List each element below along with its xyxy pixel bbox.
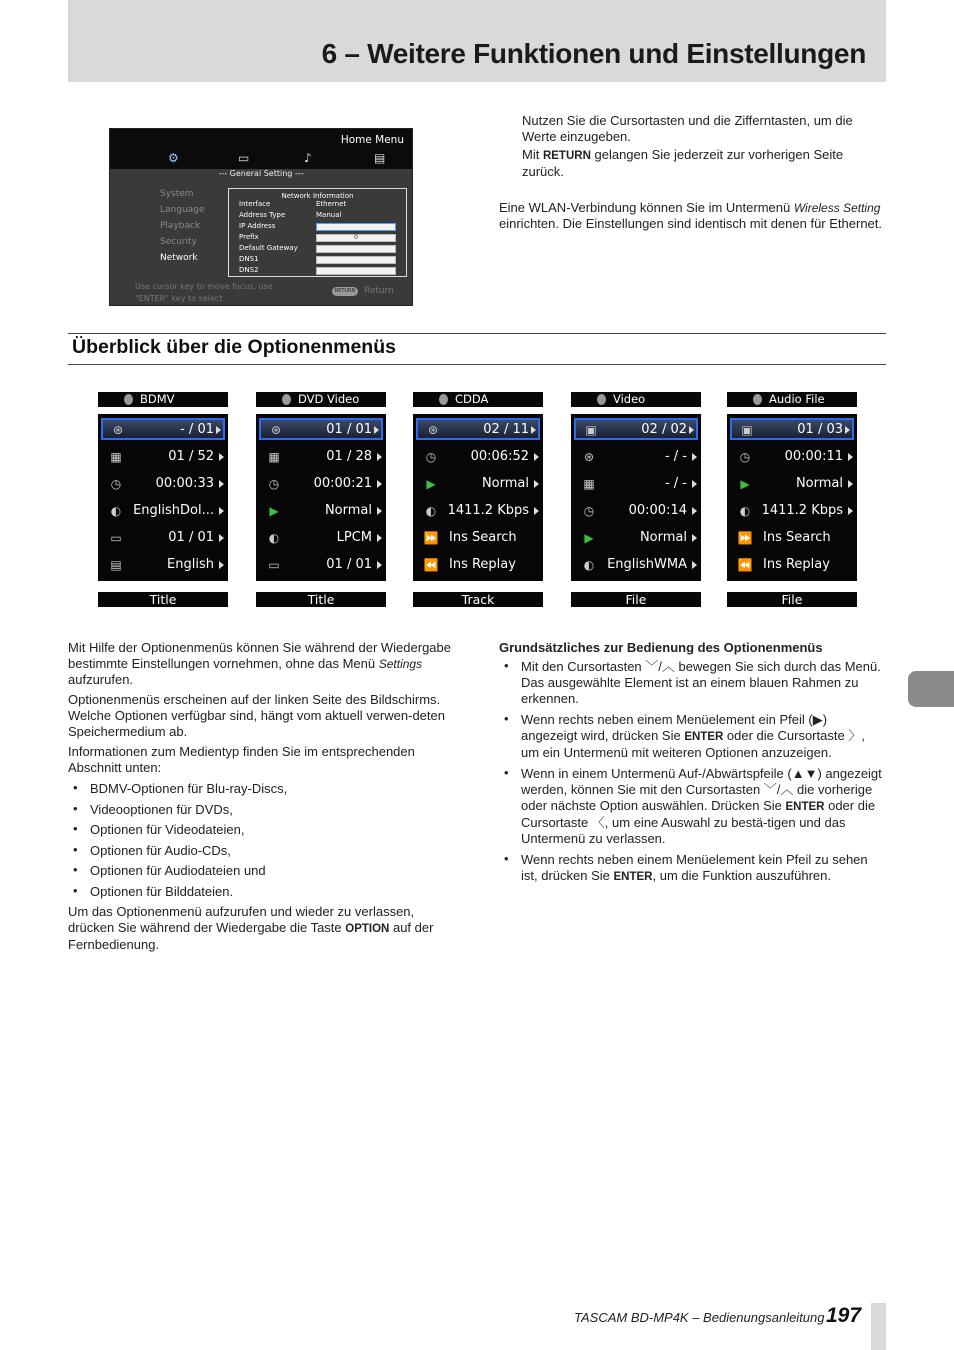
option-value: 02 / 11 [483,422,529,437]
option-value: Normal [639,530,687,545]
right-col-heading: Grundsätzliches zur Bedienung des Optionenmenüs [499,640,823,655]
option-row[interactable] [727,525,857,552]
home-menu-hint [135,281,273,305]
submenu-arrow-icon [534,453,539,461]
option-icon: ▭ [110,531,122,545]
panel-body [571,414,701,581]
option-icon: ⏪ [423,558,439,572]
label-dns1: DNS1 [239,255,259,263]
label-ip-address: IP Address [239,222,276,230]
option-value: EnglishDol... [133,503,214,518]
option-icon: ▣ [741,423,753,437]
submenu-arrow-icon [848,453,853,461]
option-value: 1411.2 Kbps [447,503,529,518]
page-number: 197 [826,1304,862,1327]
option-icon: ◷ [583,504,595,518]
p2-pre: Mit [522,147,543,162]
enter-key-label: ENTER [684,731,724,743]
option-row[interactable] [727,471,857,498]
option-icon: ⊛ [427,423,439,437]
submenu-arrow-icon [374,426,379,434]
right-column [499,640,886,885]
option-value: 01 / 03 [797,422,843,437]
list-item [499,712,886,761]
panel-header [727,392,857,407]
submenu-arrow-icon [534,480,539,488]
left-p4-pre: Um das Optionenmenü aufzurufen und wieder zu verlassen, drücken Sie während der Wiedergabe die Taste [68,904,415,935]
submenu-arrow-icon [848,480,853,488]
submenu-arrow-icon [692,453,697,461]
right-top-p3 [499,200,884,232]
option-icon: ▣ [585,423,597,437]
disc-icon [597,394,606,405]
option-icon: ⏪ [737,558,753,572]
field-dns1 [316,256,396,264]
left-p1 [68,640,460,688]
option-row[interactable] [98,525,228,552]
left-p4-post: auf der Fernbedienung. [68,920,434,952]
option-value: 01 / 01 [326,422,372,437]
option-value: English [167,557,214,572]
list-item [499,852,886,885]
option-value: LPCM [336,530,372,545]
submenu-arrow-icon [219,507,224,515]
b4-post: , um die Funktion auszuführen. [652,868,831,883]
side-item-playback: Playback [160,221,201,231]
page-number-bar [871,1303,886,1350]
option-icon: ◐ [268,531,280,545]
option-icon: ◷ [268,477,280,491]
option-icon: ◐ [739,504,751,518]
submenu-arrow-icon [692,561,697,569]
option-icon: ◐ [583,558,595,572]
section-title: Überblick über die Optionenmenüs [72,336,396,358]
option-icon: ▦ [110,450,122,464]
value-address-type: Manual [316,211,342,219]
panel-body [256,414,386,581]
submenu-arrow-icon [219,453,224,461]
option-row[interactable] [571,525,701,552]
option-value: 01 / 01 [326,557,372,572]
submenu-arrow-icon [848,507,853,515]
option-row[interactable] [413,444,543,471]
side-item-language: Language [160,205,205,215]
chapter-side-tab [908,671,954,707]
panel-footer: Track [413,592,543,607]
submenu-arrow-icon [845,426,850,434]
submenu-arrow-icon [689,426,694,434]
option-row[interactable] [571,471,701,498]
option-icon: ▶ [584,531,594,545]
submenu-arrow-icon [377,453,382,461]
option-row[interactable] [413,525,543,552]
option-value: Normal [795,476,843,491]
option-icon: ⏩ [423,531,439,545]
option-icon: ▶ [426,477,436,491]
option-value: Normal [324,503,372,518]
side-item-network: Network [160,253,198,263]
option-row-selected[interactable] [574,418,698,440]
label-address-type: Address Type [239,211,286,219]
option-icon: ▤ [110,558,122,572]
enter-key-label: ENTER [785,801,825,813]
option-row-selected[interactable] [101,418,225,440]
submenu-arrow-icon [377,561,382,569]
list-item: • Optionen für Videodateien, [68,822,460,838]
option-icon: ⊛ [270,423,282,437]
wireless-setting-term: Wireless Setting [793,201,881,215]
option-value: Normal [481,476,529,491]
media-type-list [68,781,460,900]
right-top-p2 [522,147,882,180]
left-p2: Optionenmenüs erscheinen auf der linken Seite des Bildschirms. Welche Optionen verfügbar sind, hängt vom aktuell verwen-deten Speichermedium ab. [68,692,445,739]
panel-body [413,414,543,581]
option-row[interactable] [98,471,228,498]
panel-header-label: BDMV [140,392,175,406]
field-default-gateway [316,245,396,253]
disc-icon [439,394,448,405]
option-value: 00:00:21 [313,476,372,491]
option-row-selected[interactable] [730,418,854,440]
option-row[interactable] [727,552,857,579]
b2-pre: Wenn rechts neben einem Menüelement ein Pfeil (▶) angezeigt wird, drücken Sie [521,712,828,743]
p3-pre: Eine WLAN-Verbindung können Sie im Untermenü [499,200,794,215]
option-icon: ⊛ [583,450,595,464]
disc-icon [282,394,291,405]
home-menu-screenshot [109,128,413,306]
panel-footer: File [571,592,701,607]
field-ip-address [316,223,396,231]
p2-post: gelangen Sie jederzeit zur vorherigen Seite zurück. [522,147,844,179]
list-item [499,766,886,847]
home-menu-title: Home Menu [340,134,404,146]
field-prefix: 0 [316,234,396,242]
option-row[interactable] [571,444,701,471]
chapter-header [68,0,886,82]
field-dns2 [316,267,396,275]
option-value: 00:06:52 [470,449,529,464]
submenu-arrow-icon [219,534,224,542]
b3-pre: Wenn in einem Untermenü Auf-/Abwärtspfeile (▲▼) angezeigt werden, können Sie mit den Cursortasten ﹀/︿ die vorherige oder nächste Option auswählen. Drücken Sie [521,766,882,813]
network-info-box [228,188,407,277]
settings-term: Settings [378,657,423,671]
settings-gear-icon: ⚙ [168,151,179,165]
option-value: 01 / 52 [168,449,214,464]
left-p1-post: aufzurufen. [68,672,134,687]
submenu-arrow-icon [219,480,224,488]
panel-footer: Title [98,592,228,607]
document-icon: ▤ [374,151,386,165]
return-label: Return [364,286,394,296]
submenu-arrow-icon [534,507,539,515]
option-icon: ◷ [739,450,751,464]
left-column [68,640,460,953]
option-row[interactable] [256,498,386,525]
option-icon: ▦ [583,477,595,491]
panel-header [98,392,228,407]
network-info-title: Network Information [281,192,354,200]
panel-footer: File [727,592,857,607]
monitor-icon: ▭ [238,151,250,165]
disc-icon [124,394,133,405]
submenu-arrow-icon [219,561,224,569]
option-row[interactable] [98,444,228,471]
panel-header [571,392,701,407]
option-row[interactable] [256,444,386,471]
submenu-arrow-icon [377,534,382,542]
return-key-pill: RETURN [332,287,358,296]
panel-header [413,392,543,407]
panel-body [98,414,228,581]
label-default-gateway: Default Gateway [239,244,298,252]
panel-footer: Title [256,592,386,607]
operation-list [499,659,886,885]
submenu-arrow-icon [692,480,697,488]
panel-header-label: DVD Video [298,392,360,406]
option-icon: ◷ [110,477,122,491]
option-icon: ▭ [268,558,280,572]
option-row[interactable] [727,498,857,525]
option-value: 00:00:33 [155,476,214,491]
option-icon: ◷ [425,450,437,464]
option-row[interactable] [98,498,228,525]
value-interface: Ethernet [316,200,347,208]
panel-header-label: Audio File [769,392,825,406]
footer-manual-title: TASCAM BD-MP4K – Bedienungsanleitung [574,1310,825,1325]
option-key-label: OPTION [345,923,390,935]
b3-post: oder die Cursortaste 〈, um eine Auswahl zu bestä-tigen und das Untermenü zu verlassen. [521,798,876,846]
option-row[interactable] [413,471,543,498]
speaker-icon: ♪ [304,151,312,165]
list-item: • BDMV-Optionen für Blu-ray-Discs, [68,781,460,797]
list-item: • Optionen für Audio-CDs, [68,843,460,859]
list-item: • Optionen für Audiodateien und [68,863,460,879]
section-rule-bottom [68,364,886,365]
panel-header-label: Video [613,392,646,406]
option-icon: ◐ [425,504,437,518]
option-value: 00:00:14 [628,503,687,518]
label-interface: Interface [239,200,271,208]
p3-post: einrichten. Die Einstellungen sind identisch mit denen für Ethernet. [499,216,882,231]
section-rule-top [68,333,886,334]
hint-line-2: "ENTER" key to select [135,294,223,303]
enter-key-label: ENTER [613,871,653,883]
option-value: Ins Search [449,530,517,545]
option-value: 01 / 28 [326,449,372,464]
option-row[interactable] [571,552,701,579]
option-row-selected[interactable] [416,418,540,440]
chapter-title: 6 – Weitere Funktionen und Einstellungen [321,38,866,69]
list-item: • Mit den Cursortasten ﹀/︿ bewegen Sie sich durch das Menü. Das ausgewählte Element ist an einem blauen Rahmen zu erkennen. [499,659,886,707]
option-row[interactable] [98,552,228,579]
option-icon: ◐ [110,504,122,518]
option-value: - / 01 [180,422,214,437]
label-dns2: DNS2 [239,266,259,274]
submenu-arrow-icon [377,507,382,515]
home-menu-topbar [110,129,412,169]
option-row[interactable] [413,498,543,525]
option-value: 02 / 02 [641,422,687,437]
option-row-selected[interactable] [259,418,383,440]
hint-line-1: Use cursor key to move focus, use [135,282,273,291]
option-value: Ins Search [763,530,831,545]
panel-header-label: CDDA [455,392,489,406]
option-icon: ▶ [740,477,750,491]
disc-icon [753,394,762,405]
option-value: Ins Replay [449,557,516,572]
option-value: 1411.2 Kbps [761,503,843,518]
option-icon: ▦ [268,450,280,464]
option-value: - / - [664,476,687,491]
b4-pre: Wenn rechts neben einem Menüelement kein Pfeil zu sehen ist, drücken Sie [521,852,868,883]
option-icon: ▶ [269,504,279,518]
option-icon: ⊛ [112,423,124,437]
option-value: Ins Replay [763,557,830,572]
submenu-arrow-icon [216,426,221,434]
side-item-system: System [160,189,194,199]
option-value: 01 / 01 [168,530,214,545]
submenu-arrow-icon [692,534,697,542]
panel-body [727,414,857,581]
option-row[interactable] [256,525,386,552]
list-item: • Optionen für Bilddateien. [68,884,460,900]
option-row[interactable] [727,444,857,471]
label-prefix: Prefix [239,233,259,241]
option-row[interactable] [256,471,386,498]
option-value: - / - [664,449,687,464]
submenu-arrow-icon [531,426,536,434]
list-item: • Videooptionen für DVDs, [68,802,460,818]
option-icon: ⏩ [737,531,753,545]
side-item-security: Security [160,237,197,247]
left-p3: Informationen zum Medientyp finden Sie im entsprechenden Abschnitt unten: [68,744,415,775]
b2-post: oder die Cursortaste 〉, um ein Untermenü mit weiteren Optionen anzuzeigen. [521,728,865,760]
right-top-p1: Nutzen Sie die Cursortasten und die Zifferntasten, um die Werte einzugeben. [522,113,853,144]
option-row[interactable] [256,552,386,579]
submenu-arrow-icon [692,507,697,515]
left-p1-pre: Mit Hilfe der Optionenmenüs können Sie während der Wiedergabe bestimmte Einstellungen vornehmen, ohne das Menü [68,640,451,671]
option-value: 00:00:11 [784,449,843,464]
return-key-label: RETURN [542,150,591,162]
option-row[interactable] [571,498,701,525]
left-p4 [68,904,460,953]
option-value: EnglishWMA [607,557,687,572]
submenu-arrow-icon [377,480,382,488]
panel-header [256,392,386,407]
option-row[interactable] [413,552,543,579]
general-setting-label: --- General Setting --- [218,169,304,178]
